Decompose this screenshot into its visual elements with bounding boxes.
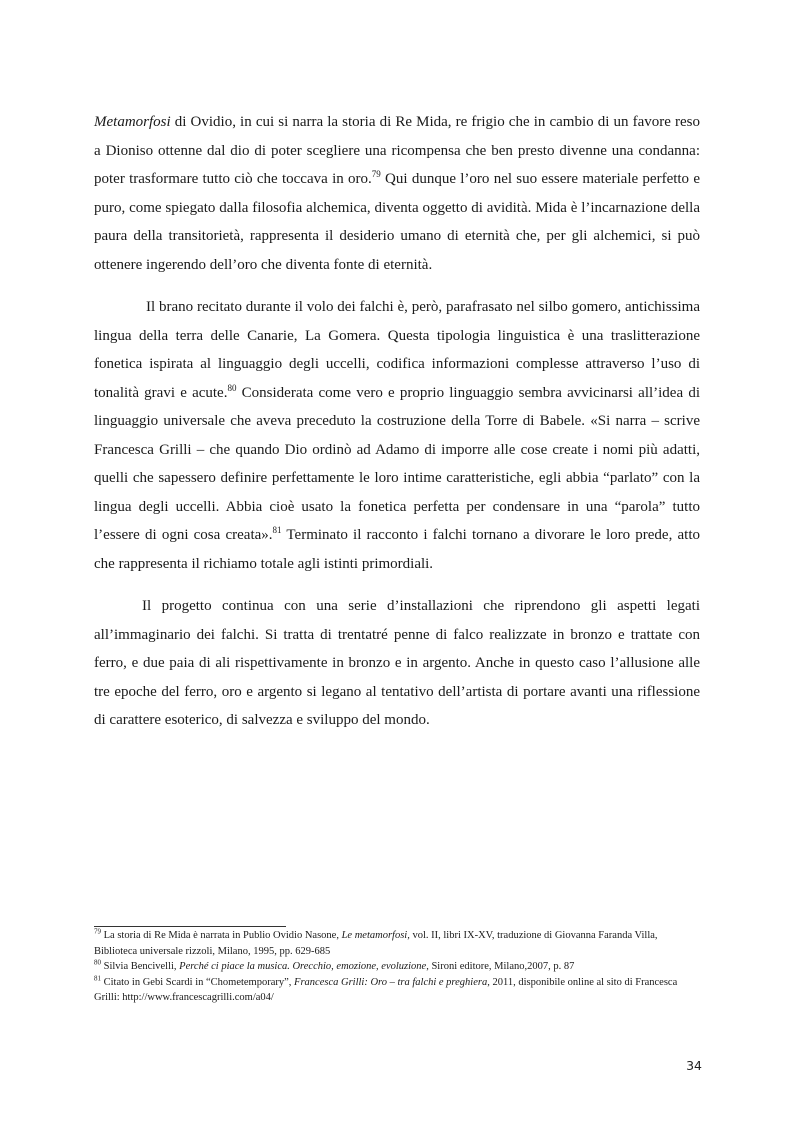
footnote-81: $^{81}$ Citato in Gebi Scardi in “Chometemporary”, Francesca Grilli: Oro – tra falchi e preghiera, 2011, disponibile online al sito di Francesca Grilli: http://www.francescagrilli.com/a04/ <box>94 974 678 1003</box>
paragraph-3: Il progetto continua con una serie d’installazioni che riprendono gli aspetti legati all’immaginario dei falchi. Si tratta di trentatré penne di falco realizzate in bronzo e trattate con ferro, e due paia di ali rispettivamente in bronzo e in argento. Anche in questo caso l’allusione alle tre epoche del ferro, oro e argento si legano al tentativo dell’artista di portare avanti una riflessione di carattere esoterico, di salvezza e sviluppo del mondo. <box>94 598 700 728</box>
footnotes <box>94 928 694 1006</box>
footnote-ref-81: 81 <box>272 525 282 535</box>
paragraph-1: Metamorfosi di Ovidio, in cui si narra la storia di Re Mida, re frigio che in cambio di un favore reso a Dioniso ottenne dal dio di poter scegliere una ricompensa che ben presto divenne una condanna: poter trasformare tutto ciò che toccava in oro.$^{79}$ Qui dunque l’oro nel suo essere materiale perfetto e puro, come spiegato dalla filosofia alchemica, diventa oggetto di avidità. Mida è l’incarnazione della paura della transitorietà, rappresenta il desiderio umano di eternità che, per gli alchemici, si può ottenere ingerendo dell’oro che diventa fonte di eternità. <box>94 114 700 273</box>
paragraph-2: Il brano recitato durante il volo dei falchi è, però, parafrasato nel silbo gomero, antichissima lingua della terra delle Canarie, La Gomera. Questa tipologia linguistica è una traslitterazione fonetica ispirata al linguaggio degli uccelli, codifica informazioni complesse attraverso l’uso di tonalità gravi e acute.$^{80}$ Considerata come vero e proprio linguaggio sembra avvicinarsi all’idea di linguaggio universale che aveva preceduto la costruzione della Torre di Babele. «Si narra – scrive Francesca Grilli – che quando Dio ordinò ad Adamo di imporre alle cose create i nomi più adatti, quelli che sapessero definire perfettamente le loro intime caratteristiche, egli abbia “parlato” con la lingua degli uccelli. Abbia cioè usato la fonetica perfetta per condensare in una “parola” tutto l’essere di ogni cosa creata».$^{81}$ Terminato il racconto i falchi tornano a divorare le loro prede, atto che rappresenta il richiamo totale agli istinti primordiali. <box>94 299 701 572</box>
footnote-ref-79: 79 <box>371 169 381 179</box>
title-metamorfosi: Metamorfosi <box>94 114 171 130</box>
footnote-separator <box>94 926 286 927</box>
footnote-ref-80: 80 <box>227 382 237 393</box>
page-number: 34 <box>686 1058 702 1073</box>
footnote-80: $^{80}$ Silvia Bencivelli, Perché ci piace la musica. Orecchio, emozione, evoluzione, Sironi editore, Milano,2007, p. 87 <box>94 958 575 972</box>
footnote-79: $^{79}$ La storia di Re Mida è narrata in Publio Ovidio Nasone, Le metamorfosi, vol. II, libri IX-XV, traduzione di Giovanna Faranda Villa, Biblioteca universale rizzoli, Milano, 1995, pp. 629-685 <box>94 927 658 957</box>
body-text <box>94 108 700 749</box>
